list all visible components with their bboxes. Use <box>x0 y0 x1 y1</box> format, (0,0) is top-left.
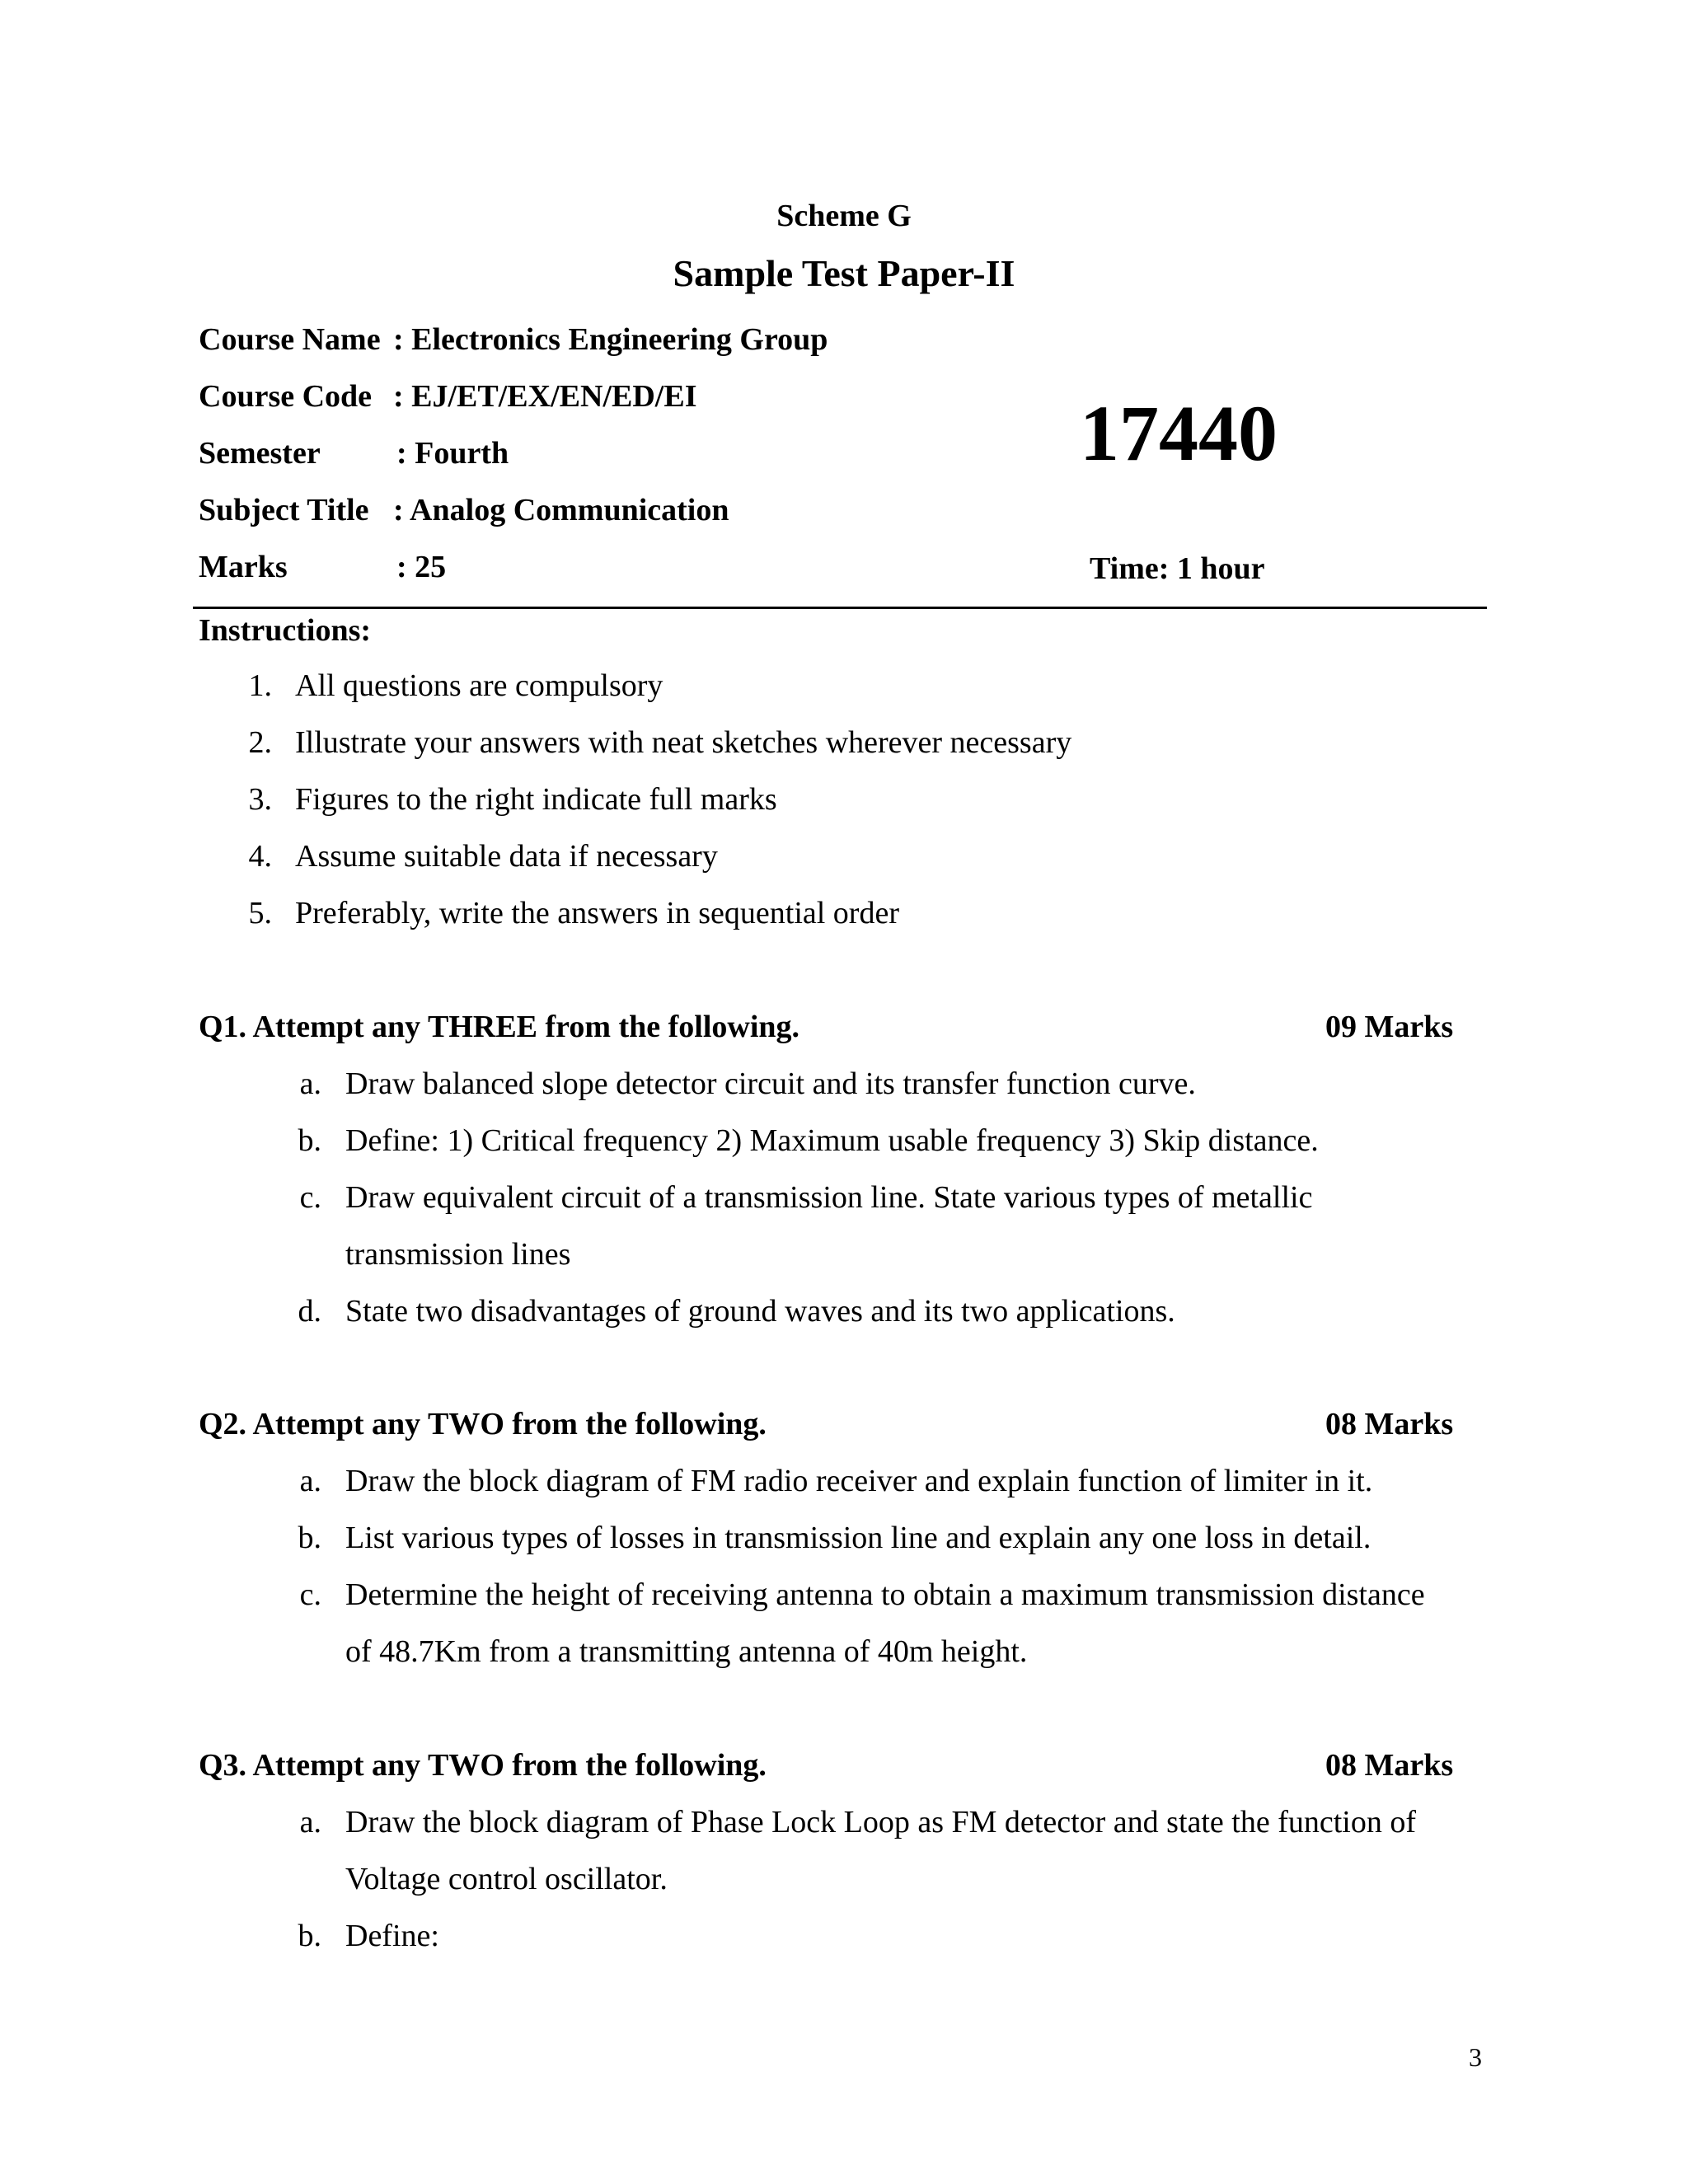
question-item-text: List various types of losses in transmission line and explain any one loss in detail. <box>345 1521 1372 1555</box>
subject-title-label: Subject Title <box>199 493 369 527</box>
question-2-heading: Q2. Attempt any TWO from the following. <box>199 1407 767 1441</box>
question-item-letter: d. <box>298 1294 321 1329</box>
course-code-value: : EJ/ET/EX/EN/ED/EI <box>393 379 697 414</box>
marks-label: Marks <box>199 550 288 584</box>
instruction-text: All questions are compulsory <box>295 668 663 703</box>
question-item-letter: a. <box>299 1066 321 1101</box>
instruction-number: 1. <box>248 668 272 703</box>
instruction-number: 3. <box>248 782 272 817</box>
question-item-letter: a. <box>299 1805 321 1840</box>
question-item-letter: c. <box>299 1180 321 1215</box>
instruction-text: Preferably, write the answers in sequential order <box>295 896 899 930</box>
paper-title: Sample Test Paper-II <box>673 252 1015 294</box>
instructions-heading: Instructions: <box>199 613 372 648</box>
question-item-text: Voltage control oscillator. <box>345 1862 668 1896</box>
question-item-letter: b. <box>298 1919 321 1953</box>
question-item-text: State two disadvantages of ground waves and its two applications. <box>345 1294 1175 1329</box>
semester-value: : Fourth <box>396 436 509 471</box>
course-code-label: Course Code <box>199 379 373 414</box>
marks-value: : 25 <box>396 550 447 584</box>
question-item-text: Determine the height of receiving antenna to obtain a maximum transmission distance <box>345 1577 1425 1612</box>
question-item-text: Draw balanced slope detector circuit and its transfer function curve. <box>345 1066 1196 1101</box>
instruction-text: Figures to the right indicate full marks <box>295 782 777 817</box>
question-item-text: Draw equivalent circuit of a transmission line. State various types of metallic <box>345 1180 1313 1215</box>
question-item-letter: b. <box>298 1123 321 1158</box>
question-item-text: Draw the block diagram of Phase Lock Loop as FM detector and state the function of <box>345 1805 1417 1840</box>
instruction-number: 5. <box>248 896 272 930</box>
course-name-value: : Electronics Engineering Group <box>393 322 828 357</box>
question-1-heading: Q1. Attempt any THREE from the following. <box>199 1010 800 1044</box>
time-duration: Time: 1 hour <box>1090 551 1265 586</box>
subject-code-number: 17440 <box>1080 389 1278 477</box>
instruction-text: Assume suitable data if necessary <box>295 839 718 874</box>
question-item-letter: a. <box>299 1464 321 1498</box>
question-item-text: Define: 1) Critical frequency 2) Maximum usable frequency 3) Skip distance. <box>345 1123 1319 1158</box>
instruction-number: 2. <box>248 725 272 760</box>
question-item-letter: c. <box>299 1577 321 1612</box>
semester-label: Semester <box>199 436 321 471</box>
course-name-label: Course Name <box>199 322 381 357</box>
question-item-text: of 48.7Km from a transmitting antenna of 40m height. <box>345 1634 1028 1669</box>
instruction-number: 4. <box>248 839 272 874</box>
scheme-label: Scheme G <box>776 199 912 233</box>
question-item-letter: b. <box>298 1521 321 1555</box>
question-2-marks: 08 Marks <box>1325 1407 1454 1441</box>
subject-title-value: : Analog Communication <box>393 493 729 527</box>
page-number: 3 <box>1469 2042 1482 2072</box>
question-item-text: Define: <box>345 1919 439 1953</box>
question-item-text: transmission lines <box>345 1237 571 1272</box>
instruction-text: Illustrate your answers with neat sketches wherever necessary <box>295 725 1072 760</box>
question-3-marks: 08 Marks <box>1325 1748 1454 1783</box>
question-item-text: Draw the block diagram of FM radio receiver and explain function of limiter in it. <box>345 1464 1373 1498</box>
question-3-heading: Q3. Attempt any TWO from the following. <box>199 1748 767 1783</box>
question-1-marks: 09 Marks <box>1325 1010 1454 1044</box>
header-divider <box>193 607 1487 609</box>
